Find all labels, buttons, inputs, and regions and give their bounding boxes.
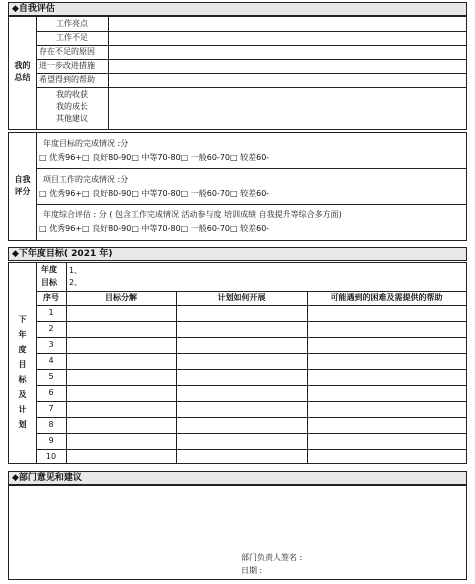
- divider: [36, 449, 466, 450]
- goals-table: [8, 262, 467, 464]
- row-number: 4: [48, 356, 54, 365]
- divider: [36, 291, 466, 292]
- grade-options[interactable]: □ 优秀96+□ 良好80-90□ 中等70-80□ 一般60-70□ 较差60-: [39, 189, 270, 198]
- score-label: 自我: [14, 175, 31, 184]
- summary-row-label: 工作亮点: [56, 19, 88, 28]
- summary-label: 总结: [14, 73, 31, 82]
- row-number: 5: [48, 372, 54, 381]
- col-header-no: 序号: [43, 293, 59, 302]
- divider: [36, 385, 466, 386]
- dept-opinion-header: ◆部门意见和建议: [8, 471, 467, 485]
- goal-item[interactable]: 2、: [69, 278, 83, 287]
- date-label: 日期 :: [241, 566, 263, 575]
- side-label-char: 下: [18, 315, 27, 324]
- divider: [36, 87, 466, 88]
- divider: [36, 59, 466, 60]
- row-number: 8: [48, 420, 54, 429]
- divider: [176, 291, 177, 463]
- divider: [36, 321, 466, 322]
- divider: [36, 401, 466, 402]
- self-assessment-header: ◆自我评估: [8, 2, 467, 16]
- divider: [36, 353, 466, 354]
- row-number: 10: [45, 452, 57, 461]
- row-number: 9: [48, 436, 54, 445]
- side-label-char: 目: [18, 360, 27, 369]
- overall-evaluation: 年度综合评估 : 分 ( 包含工作完成情况 活动参与度 培训成绩 自我提升等综合多方面): [43, 210, 342, 219]
- divider: [36, 204, 466, 205]
- summary-row-label: 我的收获: [56, 90, 88, 99]
- divider: [36, 31, 466, 32]
- divider: [36, 73, 466, 74]
- annual-goal-completion: 年度目标的完成情况 :分: [43, 139, 129, 148]
- col-header-difficulties: 可能遇到的困难及需提供的帮助: [330, 293, 443, 302]
- self-score-table: [8, 132, 467, 241]
- summary-row-label: 我的成长: [56, 102, 88, 111]
- summary-table: [8, 16, 467, 130]
- divider: [36, 417, 466, 418]
- divider: [36, 337, 466, 338]
- grade-options[interactable]: □ 优秀96+□ 良好80-90□ 中等70-80□ 一般60-70□ 较差60-: [39, 153, 270, 162]
- divider: [36, 168, 466, 169]
- summary-label: 我的: [14, 61, 31, 70]
- divider: [36, 45, 466, 46]
- dept-opinion-box[interactable]: [8, 485, 467, 580]
- row-number: 6: [48, 388, 54, 397]
- divider: [36, 305, 466, 306]
- divider: [36, 133, 37, 240]
- side-label-char: 及: [18, 390, 27, 399]
- manager-signature: 部门负责人签名 :: [241, 553, 303, 562]
- project-completion: 项目工作的完成情况 :分: [43, 175, 129, 184]
- summary-row-label: 存在不足的原因: [39, 47, 95, 56]
- year-goal-label: 目标: [41, 278, 57, 287]
- divider: [36, 369, 466, 370]
- row-number: 7: [48, 404, 54, 413]
- divider: [36, 433, 466, 434]
- col-header-breakdown: 目标分解: [105, 293, 137, 302]
- row-number: 2: [48, 324, 54, 333]
- summary-row-label: 工作不足: [56, 33, 88, 42]
- side-label-char: 标: [18, 375, 27, 384]
- score-label: 评分: [14, 187, 31, 196]
- col-header-plan: 计划如何开展: [217, 293, 266, 302]
- next-year-goals-header: ◆下年度目标( 2021 年): [8, 247, 467, 261]
- side-label-char: 计: [18, 405, 27, 414]
- year-goal-label: 年度: [41, 265, 57, 274]
- grade-options[interactable]: □ 优秀96+□ 良好80-90□ 中等70-80□ 一般60-70□ 较差60-: [39, 224, 270, 233]
- divider: [307, 291, 308, 463]
- goal-item[interactable]: 1、: [69, 266, 83, 275]
- side-label-char: 年: [18, 330, 27, 339]
- row-number: 1: [48, 308, 54, 317]
- side-label-char: 划: [18, 420, 27, 429]
- summary-row-label: 进一步改进措施: [39, 61, 95, 70]
- summary-row-label: 希望得到的帮助: [39, 75, 95, 84]
- summary-row-label: 其他建议: [56, 114, 88, 123]
- row-number: 3: [48, 340, 54, 349]
- side-label-char: 度: [18, 345, 27, 354]
